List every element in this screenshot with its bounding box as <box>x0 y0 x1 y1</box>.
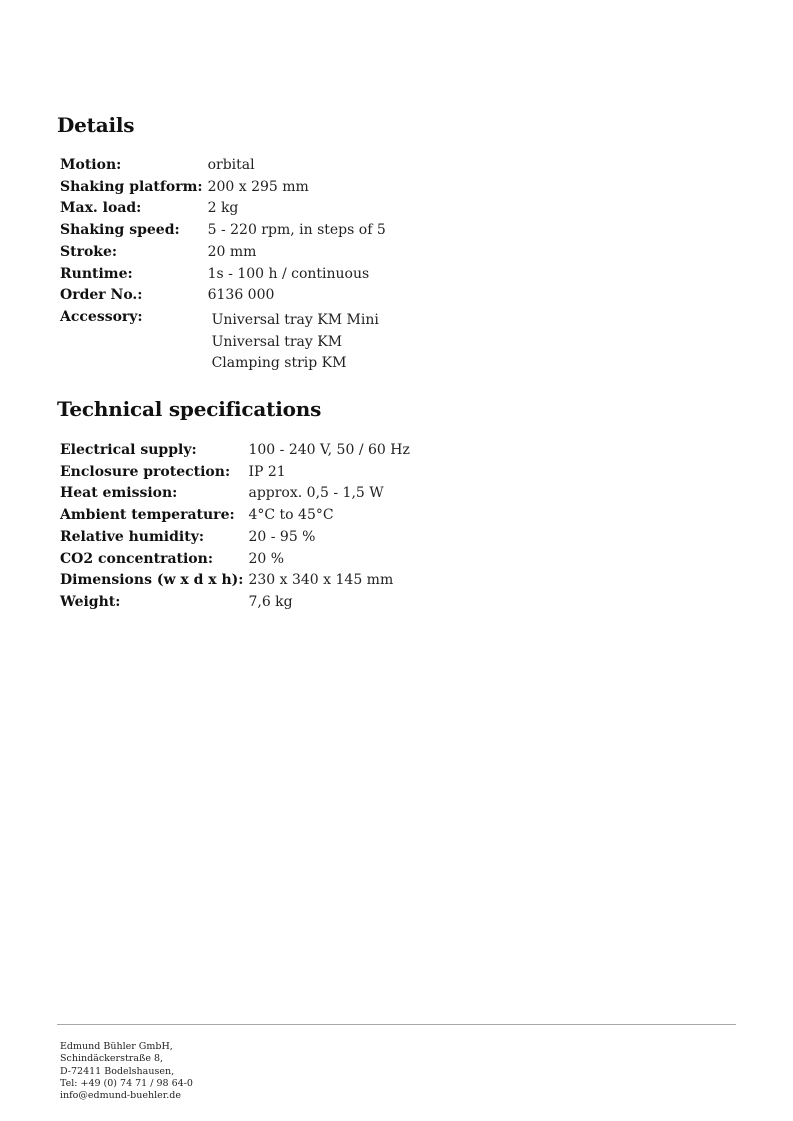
spec-row-weight <box>60 592 410 614</box>
spec-row-order-no <box>60 285 386 307</box>
spec-row-electrical-supply <box>60 440 410 462</box>
footer-divider <box>57 1024 736 1025</box>
spec-value: orbital <box>207 157 255 173</box>
spec-row-co2-concentration <box>60 549 410 571</box>
spec-label: Max. load: <box>60 200 142 217</box>
spec-value: 7,6 kg <box>248 593 293 610</box>
spec-label: CO2 concentration: <box>60 550 213 567</box>
spec-row-relative-humidity <box>60 527 410 549</box>
spec-label: Shaking platform: <box>60 178 203 195</box>
spec-row-enclosure-protection <box>60 462 410 484</box>
details-table <box>60 155 386 375</box>
footer-city: D-72411 Bodelshausen, <box>60 1065 175 1077</box>
spec-row-shaking-speed <box>60 220 386 242</box>
spec-label: Accessory: <box>60 308 143 325</box>
technical-specifications-table <box>60 440 410 614</box>
footer-company: Edmund Bühler GmbH, <box>60 1041 173 1052</box>
spec-value: 4°C to 45°C <box>248 507 334 524</box>
accessory-list <box>208 307 386 375</box>
spec-row-max-load <box>60 198 386 220</box>
spec-row-heat-emission <box>60 483 410 505</box>
spec-row-motion <box>60 155 386 177</box>
spec-row-dimensions <box>60 570 410 592</box>
spec-label: Motion: <box>60 157 122 173</box>
spec-value: IP 21 <box>248 463 286 480</box>
spec-label: Electrical supply: <box>60 442 197 458</box>
spec-row-stroke <box>60 242 386 264</box>
spec-row-accessory <box>60 307 386 375</box>
spec-label: Runtime: <box>60 265 133 282</box>
spec-value: 20 mm <box>207 243 257 260</box>
accessory-item: Universal tray KM Mini <box>211 311 379 328</box>
spec-value: 20 % <box>248 550 285 567</box>
spec-row-ambient-temperature <box>60 505 410 527</box>
spec-value: 100 - 240 V, 50 / 60 Hz <box>248 442 410 458</box>
spec-label: Ambient temperature: <box>60 507 235 524</box>
spec-row-runtime <box>60 264 386 286</box>
spec-label: Relative humidity: <box>60 528 204 545</box>
footer-address <box>60 1041 193 1102</box>
spec-value: 20 - 95 % <box>248 528 316 545</box>
spec-value <box>208 307 386 375</box>
accessory-item: Clamping strip KM <box>211 355 347 372</box>
spec-row-shaking-platform <box>60 177 386 199</box>
spec-value: 1s - 100 h / continuous <box>207 265 370 282</box>
spec-label: Weight: <box>60 593 121 610</box>
footer-email: info@edmund-buehler.de <box>60 1090 181 1102</box>
footer-phone: Tel: +49 (0) 74 71 / 98 64-0 <box>60 1077 193 1089</box>
spec-value: 200 x 295 mm <box>207 178 309 195</box>
spec-label: Stroke: <box>60 243 118 260</box>
accessory-item: Universal tray KM <box>211 333 343 350</box>
spec-label: Heat emission: <box>60 485 178 502</box>
spec-label: Shaking speed: <box>60 222 180 239</box>
footer-street: Schindäckerstraße 8, <box>60 1053 164 1065</box>
spec-value: 2 kg <box>207 200 239 217</box>
technical-specifications-heading: Technical specifications <box>57 397 322 421</box>
spec-value: 230 x 340 x 145 mm <box>248 572 394 589</box>
details-heading: Details <box>57 113 135 137</box>
spec-value: 6136 000 <box>207 287 275 304</box>
spec-value: 5 - 220 rpm, in steps of 5 <box>207 222 386 239</box>
spec-label: Order No.: <box>60 287 143 304</box>
spec-label: Dimensions (w x d x h): <box>60 572 244 589</box>
spec-label: Enclosure protection: <box>60 463 231 480</box>
spec-value: approx. 0,5 - 1,5 W <box>248 485 384 502</box>
